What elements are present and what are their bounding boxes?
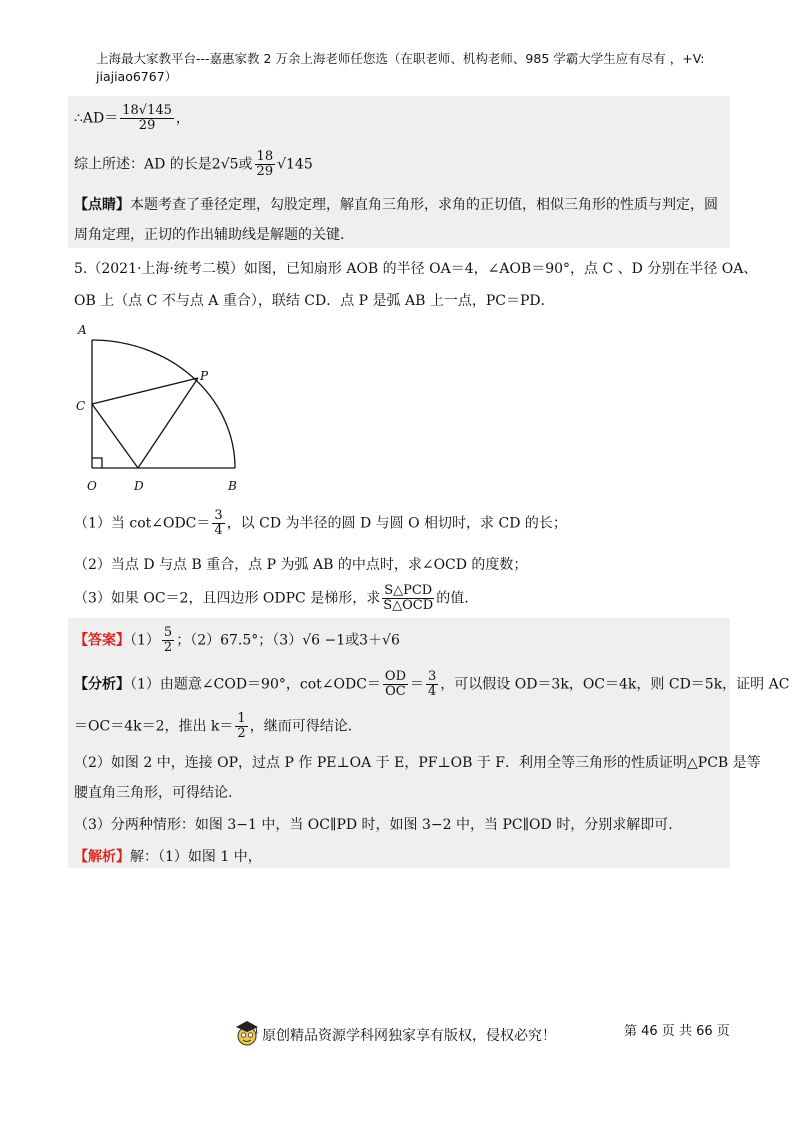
label-d: D [134, 479, 144, 493]
question-3: （3）如果 OC＝2，且四边形 ODPC 是梯形，求 $\frac{\text{S△PCD}}{\text{S△OCD}}$ 的值. [74, 583, 469, 613]
label-p: P [200, 369, 209, 383]
label-c: C [76, 399, 86, 413]
problem-line-2: OB 上（点 C 不与点 A 重合），联结 CD．点 P 是弧 AB 上一点，PC＝PD． [74, 293, 555, 309]
segment-pd [138, 378, 198, 468]
answer-line: 【答案】（1） $\frac{5}{2}$ ；（2）67.5°；（3）√6 −1或3＋√6 [74, 625, 400, 655]
right-angle-mark [92, 458, 102, 468]
dianjing-line-2: 周角定理，正切的作出辅助线是解题的关键. [74, 227, 345, 243]
analysis-fraction-3-4: $\frac{3}{4}$ [428, 669, 437, 699]
analysis-line-5: （3）分两种情形：如图 3−1 中，当 OC∥PD 时，如图 3−2 中，当 PC∥OD 时，分别求解即可. [74, 817, 673, 833]
analysis-line-1: 【分析】（1）由题意∠COD＝90°，cot∠ODC＝ $\frac{OD}{OC}$ ＝ $\frac{3}{4}$ ，可以假设 OD＝3k，OC＝4k，则 CD＝5k，证明 AC [74, 669, 790, 699]
ad-result-line: ∴AD＝ $\frac{18√145}{29}$ ， [74, 103, 190, 133]
analysis-line-2: ＝OC＝4k＝2，推出 k＝ $\frac{1}{2}$ ，继而可得结论. [74, 711, 353, 741]
label-o: O [87, 479, 97, 493]
question-2: （2）当点 D 与点 B 重合，点 P 为弧 AB 的中点时，求∠OCD 的度数； [74, 557, 528, 573]
solution-tag: 【解析】 [74, 849, 130, 865]
header-line-1: 上海最大家教平台---嘉惠家教 2 万余上海老师任您选（在职老师、机构老师、985 学霸大学生应有尽有 ，+V: [96, 51, 705, 66]
solution-line: 【解析】解：（1）如图 1 中， [74, 849, 262, 865]
q3-fraction: $\frac{\text{S△PCD}}{\text{S△OCD}}$ [383, 583, 434, 613]
dianjing-line-1: 【点睛】本题考查了垂径定理，勾股定理，解直角三角形，求角的正切值，相似三角形的性质与判定，圆 [74, 197, 718, 213]
answer-fraction: $\frac{5}{2}$ [163, 625, 173, 655]
label-b: B [228, 479, 237, 493]
header-line-2: jiajiao6767） [96, 69, 178, 84]
q1-fraction: $\frac{3}{4}$ [214, 508, 223, 538]
problem-line-1: 5.（2021·上海·统考二模）如图，已知扇形 AOB 的半径 OA＝4，∠AOB＝90°，点 C 、D 分别在半径 OA、 [74, 261, 758, 277]
dianjing-tag: 【点睛】 [74, 197, 130, 213]
summary-line: 综上所述：AD 的长是2√5或 $\frac{18}{29}$ √145 [74, 149, 313, 179]
answer-tag: 【答案】 [74, 632, 130, 649]
analysis-fraction-1-2: $\frac{1}{2}$ [237, 711, 246, 741]
mascot-icon [232, 1018, 262, 1048]
page-number: 第 46 页 共 66 页 [624, 1024, 730, 1039]
ad-fraction: $\frac{18√145}{29}$ [122, 103, 172, 133]
question-1: （1）当 cot∠ODC＝ $\frac{3}{4}$ ，以 CD 为半径的圆 D 与圆 O 相切时，求 CD 的长； [74, 508, 567, 538]
arc-ab [92, 340, 235, 468]
sector-figure [60, 318, 260, 498]
copyright-notice: 原创精品资源学科网独家享有版权，侵权必究！ [262, 1028, 556, 1044]
analysis-fraction-od-oc: $\frac{OD}{OC}$ [384, 669, 406, 699]
analysis-line-3: （2）如图 2 中，连接 OP，过点 P 作 PE⊥OA 于 E，PF⊥OB 于 F．利用全等三角形的性质证明△PCB 是等 [74, 755, 761, 771]
analysis-tag: 【分析】 [74, 676, 130, 693]
summary-fraction: $\frac{18}{29}$ [256, 149, 274, 179]
label-a: A [78, 323, 87, 337]
segment-cp [92, 378, 198, 404]
analysis-line-4: 腰直角三角形，可得结论. [74, 785, 233, 801]
page-header [96, 50, 736, 86]
